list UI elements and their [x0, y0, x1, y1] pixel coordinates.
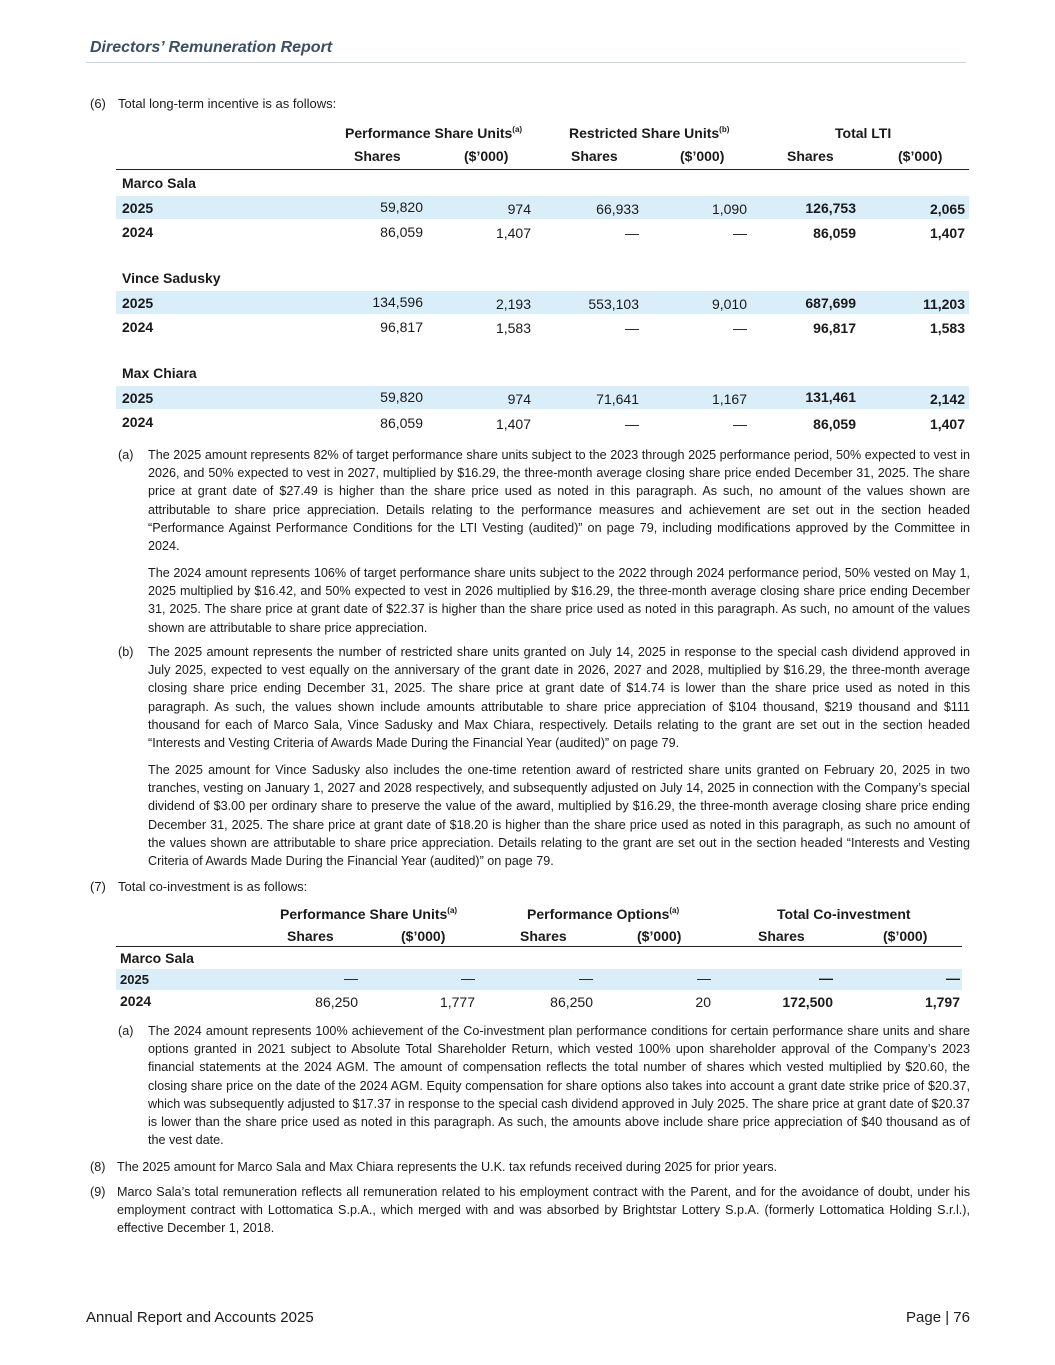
- lti-cell-total: 2,142: [929, 391, 965, 407]
- lti-cell-total: 86,059: [813, 416, 856, 432]
- coinv-row-year: 2024: [120, 993, 152, 1009]
- coinv-subheader: ($’000): [637, 928, 682, 944]
- note-7-number: (7): [90, 879, 106, 894]
- lti-cell: 96,817: [380, 319, 423, 335]
- coinv-group-header-options: Performance Options$^{(a)}$: [527, 906, 680, 922]
- lti-cell: 1,407: [495, 416, 531, 432]
- lti-cell: 1,090: [711, 201, 747, 217]
- lti-cell-total: 2,065: [929, 201, 965, 217]
- lti-cell: —: [625, 416, 639, 432]
- coinv-cell-total: 172,500: [782, 994, 833, 1010]
- lti-cell-total: 687,699: [805, 295, 856, 311]
- footer-report-title: Annual Report and Accounts 2025: [86, 1309, 314, 1326]
- coinv-subheader: ($’000): [883, 928, 928, 944]
- note-9-text: Marco Sala’s total remuneration reflects all remuneration related to his employment contract with the Parent, and for the avoidance of doubt, under his employment contract with Lottomatica S.p.A., which merged with and was absorbed by Brightstar Lottery S.p.A. (formerly Lottomatica Holding S.r.l.), effective December 1, 2018.: [117, 1185, 970, 1236]
- note-7-intro: Total co-investment is as follows:: [118, 879, 308, 894]
- coinv-subheader: ($’000): [401, 928, 446, 944]
- coinv-cell: 86,250: [550, 994, 593, 1010]
- lti-cell: 86,059: [380, 224, 423, 240]
- coinv-person-name: Marco Sala: [120, 950, 194, 966]
- header-divider: [86, 62, 966, 63]
- lti-cell: —: [733, 225, 747, 241]
- footnote-paragraph: The 2024 amount represents 100% achievement of the Co-investment plan performance conditions for certain performance share units and share options granted in 2021 subject to Absolute Total Shareholder Return, which vested 100% upon shareholder approval of the Company’s 2023 financial statements at the 2024 AGM. The amount of compensation reflects the total number of shares which vested multiplied by $20.60, the closing share price on the date of the 2024 AGM. Equity compensation for share options also takes into account a grant date strike price of $20.37, which was subsequently adjusted to $17.37 in response to the special cash dividend approved in July 2025. The share price at grant date of $20.37 is lower than the share price used as noted in this paragraph. As such, the amounts above include share price appreciation of $40 thousand as of the vest date.: [148, 1024, 970, 1148]
- lti-cell-total: 11,203: [922, 296, 965, 312]
- note-9-number: (9): [90, 1185, 106, 1199]
- lti-cell-total: 1,407: [929, 225, 965, 241]
- lti-cell: 71,641: [596, 391, 639, 407]
- lti-group-header-total: Total LTI: [835, 125, 892, 141]
- footnote-paragraph: The 2025 amount represents the number of restricted share units granted on July 14, 2025 in response to the special cash dividend approved in July 2025, expected to vest equally on the anniversary of the grant date in 2026, 2027 and 2028, multiplied by $16.29, the three-month average closing share price ending December 31, 2025. The share price at grant date of $14.74 is lower than the share price used as noted in this paragraph. As such, the values shown include amounts attributable to share price appreciation of $104 thousand, $219 thousand and $111 thousand for each of Marco Sala, Vince Sadusky and Max Chiara, respectively. Details relating to the grant are set out in the section headed “Interests and Vesting Criteria of Awards Made During the Financial Year (audited)” on page 79.: [148, 645, 970, 751]
- coinv-cell: 86,250: [315, 994, 358, 1010]
- coinv-group-header-psu: Performance Share Units$^{(a)}$: [280, 906, 458, 922]
- lti-row-year: 2025: [122, 390, 154, 406]
- lti-group-header-psu: Performance Share Units$^{(a)}$: [345, 125, 523, 141]
- coinv-cell: 1,777: [439, 994, 475, 1010]
- lti-row-year: 2024: [122, 319, 154, 335]
- lti-cell-total: 1,583: [929, 320, 965, 336]
- coinv-header-rule: [116, 946, 962, 947]
- coinv-row-year: 2025: [120, 972, 149, 987]
- lti-cell-total: 96,817: [813, 320, 856, 336]
- footnote-paragraph: The 2025 amount for Vince Sadusky also includes the one-time retention award of restricted share units granted on February 20, 2025 in two tranches, vesting on January 1, 2027 and 2028 respectively, and subsequently adjusted on July 14, 2025 in connection with the Company’s special dividend of $3.00 per ordinary share to preserve the value of the award, multiplied by $16.29, the three-month average closing share price ending December 31, 2025. The share price at grant date of $18.20 is higher than the share price used as noted in this paragraph, as such no amount of the values shown are attributable to share price appreciation. Details relating to the grant are set out in the section headed “Interests and Vesting Criteria of Awards Made During the Financial Year (audited)” on page 79.: [148, 763, 970, 869]
- lti-subheader: ($’000): [680, 148, 725, 164]
- lti-group-header-rsu: Restricted Share Units$^{(b)}$: [569, 125, 730, 141]
- footnote-label: (a): [118, 448, 134, 462]
- lti-cell: —: [625, 225, 639, 241]
- lti-person-name: Max Chiara: [122, 365, 197, 381]
- coinv-group-header-total: Total Co-investment: [777, 906, 911, 922]
- lti-cell: 1,167: [711, 391, 747, 407]
- coinv-row-highlight: [116, 969, 962, 990]
- lti-subheader: Shares: [787, 148, 834, 164]
- lti-cell-total: 1,407: [929, 416, 965, 432]
- coinv-cell: —: [697, 970, 711, 986]
- coinv-cell: 20: [695, 994, 711, 1010]
- lti-header-rule: [116, 169, 969, 170]
- lti-cell: 66,933: [596, 201, 639, 217]
- coinv-cell-total: —: [946, 970, 960, 986]
- lti-cell-total: 126,753: [805, 200, 856, 216]
- lti-subheader: Shares: [571, 148, 618, 164]
- lti-cell: 59,820: [380, 199, 423, 215]
- report-section-title: Directors’ Remuneration Report: [90, 39, 333, 56]
- lti-cell: 2,193: [495, 296, 531, 312]
- lti-cell: 59,820: [380, 389, 423, 405]
- lti-person-name: Vince Sadusky: [122, 270, 221, 286]
- lti-cell: 974: [507, 201, 531, 217]
- lti-cell: 553,103: [588, 296, 639, 312]
- footnote-paragraph: The 2024 amount represents 106% of target performance share units subject to the 2022 through 2024 performance period, 50% vested on May 1, 2025 multiplied by $16.42, and 50% expected to vest in 2026 multiplied by $16.29, the three-month average closing share price ending December 31, 2025. The share price at grant date of $22.37 is higher than the share price used as noted in this paragraph. As such, no amount of the values shown are attributable to share price appreciation.: [148, 566, 970, 635]
- footnote-paragraph: The 2025 amount represents 82% of target performance share units subject to the 2023 through 2025 performance period, 50% expected to vest in 2026, and 50% expected to vest in 2027, multiplied by $16.29, the three-month average closing share price ended December 31, 2025. The share price at grant date of $27.49 is higher than the share price used as noted in this paragraph. As such, no amount of the values shown are attributable to share price appreciation. Details relating to the performance measures and achievement are set out in the section headed “Performance Against Performance Conditions for the LTI Vesting (audited)” on page 79, including modifications approved by the Committee in 2024.: [148, 448, 970, 554]
- lti-cell: —: [625, 320, 639, 336]
- lti-cell: 1,407: [495, 225, 531, 241]
- lti-subheader: ($’000): [464, 148, 509, 164]
- footer-page-number: Page | 76: [906, 1309, 970, 1326]
- lti-cell: 1,583: [495, 320, 531, 336]
- lti-cell: —: [733, 416, 747, 432]
- lti-row-year: 2024: [122, 224, 154, 240]
- lti-cell: 9,010: [711, 296, 747, 312]
- lti-cell-total: 86,059: [813, 225, 856, 241]
- note-8-text: The 2025 amount for Marco Sala and Max Chiara represents the U.K. tax refunds received during 2025 for prior years.: [117, 1160, 778, 1174]
- lti-cell-total: 131,461: [805, 389, 856, 405]
- note-8-number: (8): [90, 1160, 106, 1174]
- coinv-cell: —: [461, 970, 475, 986]
- note-6-number: (6): [90, 96, 106, 111]
- coinv-subheader: Shares: [758, 928, 805, 944]
- coinv-cell: —: [579, 970, 593, 986]
- footnote-label: (b): [118, 645, 134, 659]
- coinv-cell-total: —: [819, 970, 833, 986]
- lti-person-name: Marco Sala: [122, 175, 196, 191]
- lti-cell: 974: [507, 391, 531, 407]
- lti-cell: 86,059: [380, 415, 423, 431]
- coinv-subheader: Shares: [520, 928, 567, 944]
- coinv-cell-total: 1,797: [924, 994, 960, 1010]
- lti-subheader: ($’000): [898, 148, 943, 164]
- lti-cell: 134,596: [372, 294, 423, 310]
- note-6-intro: Total long-term incentive is as follows:: [118, 96, 337, 111]
- lti-row-year: 2025: [122, 295, 154, 311]
- coinv-cell: —: [344, 970, 358, 986]
- lti-subheader: Shares: [354, 148, 401, 164]
- lti-row-year: 2024: [122, 414, 154, 430]
- footnote-label: (a): [118, 1024, 134, 1038]
- lti-cell: —: [733, 320, 747, 336]
- lti-row-year: 2025: [122, 200, 154, 216]
- coinv-subheader: Shares: [287, 928, 334, 944]
